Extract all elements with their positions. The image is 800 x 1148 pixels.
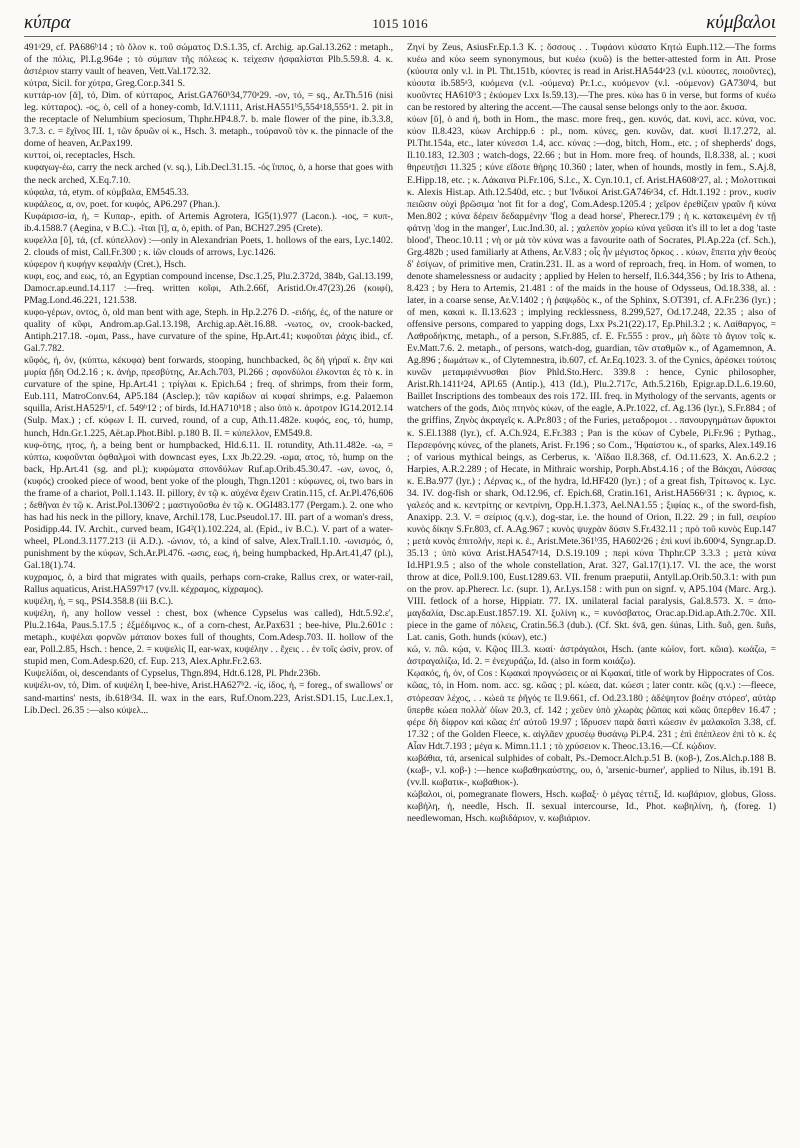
dictionary-entry: κώβαλοι, οἱ, pomegranate flowers, Hsch. κωβαξ· ὁ μέγας τέττιξ, Id. κωβάριον, globus, Gloss. κωβήλη, ἡ, needle, Hsch. II. sexual intercourse, Id., Phot. κωβηλίνη, ἡ, (foreg. 1) needlewoman, Hsch. κωβιδάριον, v. κωβιάριον.: [407, 788, 776, 824]
dictionary-entry: κυττοί, οἱ, receptacles, Hsch.: [24, 150, 136, 162]
dictionary-entry: κυττάρ-ιον [ᾰ], τό, Dim. of κύτταρος, Arist.GA760ᵇ34,770ᵃ29. -ον, τό, = sq., Ar.Th.516 (nisi leg. κύτταρος). -ος, ὁ, cell of a honey-comb, Id.V.1111, Arist.HA551ᵇ5,554ᵃ18,555ᵃ1. 2. pit in the receptacle of Nelumbium speciosum, Thphr.HP4.8.7. b. male flower of the pine, ib.3.3.8, 3.7.3. c. = ἔχῖνος III. 1, τῶν δρυῶν οἱ κ., Hsch. 3. metaph., τούρανοῦ τὸν κ. the pinnacle of the dome of heaven, Ar.Pax199.: [24, 90, 393, 150]
dictionary-entry: κυφι, εος, and εως, τό, an Egyptian compound incense, Dsc.1.25, Plu.2.372d, 384b, Gal.13.199, Damocr.ap.eund.14.117 :—freq. written κοῖφι, Ath.2.66f, Aristid.Or.47(23).26 (κοιφί), PMag.Lond.46.221, 121.538.: [24, 270, 393, 306]
dictionary-entry: κυχραμος, ὁ, a bird that migrates with quails, perhaps corn-crake, Rallus crex, or water-rail, Rallus aquaticus, Arist.HA597ᵇ17 (vv.ll. κέχραμος, κίχραμος).: [24, 572, 393, 596]
right-column: [407, 42, 776, 825]
dictionary-entry: κύφαλα, τά, etym. of κύμβαλα, EM545.33.: [24, 186, 189, 198]
dictionary-entry: κύτρα, Sicil. for χύτρα, Greg.Cor.p.341 S.: [24, 78, 186, 90]
dictionary-entry: κύφερον ἡ κυφήγν κεφαλήν (Cret.), Hsch.: [24, 258, 186, 270]
dictionary-entry: κυφάλεος, α, ον, poet. for κυφός, AP6.297 (Phan.).: [24, 198, 221, 210]
page-numbers: 1015 1016: [372, 16, 428, 31]
dictionary-entry: Ζηνί by Zeus, AsiusFr.Ep.1.3 K. ; ὅσσους . . Τυφάονι κύσατο Κητώ Euph.112.—The forms κυέω and κύω seem synonymous, but κυέω (κυῶ) is the better-attested form in Att. Prose (κύουτα only v.l. in Pl. Tht.151b, κύοντες is read in Arist.HA544ᵃ23 (v.l. κύουτες, ποιοῦντες), κύουτα ib.585ᵃ3, κυόμενα (v.l. -ούμενα) Pr.1.c., κυόμενον (v.l. -ούμενον) GA730ᵇ4, but κυοῦντες HA610ᵇ3 ; ἐκύομεν Lxx Is.59.13).—The pres. κύω has ῡ in verse, but forms of κυέω can be restored by altering the accent.—The causal sense belongs only to the aor. ἔκυσα.: [407, 42, 776, 114]
running-head-left: κύπρα: [24, 12, 71, 33]
dictionary-entry: Κῳακός, ή, όν, of Cos : Κῳακαὶ προγνώσεις or αἱ Κῳακαί, title of work by Hippocrates of Cos.: [407, 668, 775, 680]
dictionary-entry: Κυφάρισσ-ία, ἡ, = Κυπαρ-, epith. of Artemis Agrotera, IG5(1).977 (Lacon.). -ιος, = κυπ-, ib.4.1588.7 (Aegina, v B.C.). -ῖται [ῑ], α, ὁ, epith. of Pan, BCH27.295 (Crete).: [24, 210, 393, 234]
dictionary-entry: 491ᵃ29, cf. PA686ᵇ14 ; τὸ ὅλον κ. τοῦ σώματος D.S.1.35, cf. Archig. ap.Gal.13.262 : metaph., of the πόλις, Pl.Lg.964e ; τὸ σύμπαν τῆς πόλεως κ. τείχεσιν ἠσφαλίσται Plb.5.59.8. 4. κ. ἀστέριον starry vault of heaven, Vett.Val.172.32.: [24, 42, 393, 78]
dictionary-entry: κωβάθια, τά, arsenical sulphides of cobalt, Ps.-Democr.Alch.p.51 B. (κοβ-), Zos.Alch.p.188 B. (κωβ-, v.l. κοβ-) :—hence κωβαθηκαύστης, ου, ὁ, 'arsenic-burner', applied to Nilus, ib.191 B. (vv.ll. κωβατικ-, κωβαθιοκ-).: [407, 752, 776, 788]
dictionary-entry: κύων [ῠ], ὁ and ἡ, both in Hom., the masc. more freq., gen. κυνός, dat. κυνί, acc. κύνα, voc. κύον Il.8.423, κύων Archipp.6 : pl., nom. κύνες, gen. κυνῶν, dat. κυσί Il.17.272, al. Pl.Tht.154a, etc., later κύνεσσι 1.4, acc. κύνας :—dog, bitch, Hom., etc. ; of shepherds' dogs, Il.10.183, 12.303 ; watch-dogs, 22.66 ; but in Hom. more freq. of hounds, Il.8.338, al. ; κυσὶ θηρευτῇσι 11.325 ; κύνε εἴδοτε θήρης 10.360 ; later, when of hounds, mostly in fem., S.Aj.8, E.Hipp.18, etc. ; κ. Λάκαινα Pi.Fr.106, S.l.c., X. Cyn.10.1, cf. Arist.HA608ᵃ27, al. ; Μολοττικαὶ κ. Alexis Hist.ap. Ath.12.540d, etc. ; but Ἰνδικοί Arist.GA746ᵃ34, cf. Hdt.1.192 : prov., κυσὶν πειῶσιν οὐχὶ βρῶσιμα 'not fit for a dog', Com.Adesp.1205.4 ; χεῖρον ἐρεθίζειν γραῦν ἢ κύνα Men.802 ; κύνα δέρειν δεδαρμένην 'flog a dead horse', Pherecr.179 ; ἡ κ. κατακειμένη ἐν τῇ φάτνῃ 'dog in the manger', Luc.Ind.30, al. ; χαλεπὸν χορίω κύνα γεῦσαι it's ill to let a dog 'taste blood', Theoc.10.11 ; νὴ or μὰ τὸν κύνα was a favourite oath of Socrates, Pl.Ap.22a (cf. Sch.), Grg.482b ; used familiarly at Athens, Ar.V.83 ; οἷς ἦν μέγιστος ὅρκος . . κύων, ἔπειτα χὴν θεοὺς δ' ἐσίγων, of primitive men, Cratin.231. II. as a word of reproach, freq. in Hom. of women, to denote shamelessness or audacity ; applied by Helen to herself, Il.6.344,356 ; by Iris to Athena, 8.423 ; by Hera to Artemis, 21.481 : of the maids in the house of Odysseus, Od.18.338, al. : later, in a coarse sense, Ar.V.1402 ; ἡ ῥαψῳδὸς κ., of the Sphinx, S.OT391, cf. A.Fr.236 (lyr.) ; of men, κακαὶ κ. Il.13.623 ; implying recklessness, 8.299,527, Od.17.248, 22.35 ; also of offensive persons, compared to yapping dogs, Lxx Ps.21(22).17, Ep.Phil.3.2 ; κ. Λαίθαργος, = Λαθροδήκτης, metaph., of a person, S.Fr.885, cf. E. Fr.555 : prov., μὴ δῶτε τὸ ἅγιον τοῖς κ. Ev.Matt.7.6. 2. metaph., of persons, watch-dog, guardian, τῶν σταθμῶν κ., of Agamemnon, A. Ag.896 ; δωμάτων κ., of Clytemnestra, ib.607, cf. Ar.Eq.1023. 3. of the Cynics, ἀρέσκει τούτοις κυνῶν μεταμφιέννυσθαι βίον Phld.Sto.Herc. 339.8 : hence, Cynic philosopher, Arist.Rh.1411ᵃ24, APl.65 (Antip.), 413 (Id.), Plu.2.717c, Ath.5.216b, Epigr.ap.D.L.6.19.60, Baillet Inscriptions des tombeaux des rois 172. III. freq. in Mythology of the servants, agents or watchers of the gods, Διὸς πτηνὸς κύων, of the eagle, A.Pr.1022, cf. Ag.136 (lyr.), S.Fr.884 ; of the griffins, Ζηνὸς ἀκραγεῖς κ. A.Pr.803 ; of the Furies, μεταδρομοι . . πανουργημάτων ἄφυκτοι κ. S.El.1388 (lyr.), cf. A.Ch.924, E.Fr.383 ; Pan is the κύων of Cybele, Pi.Fr.96 ; Pythag., Περσεφόνης κύνες, of the planets, Arist. Fr.196 ; so Com., 'Ηφαίστου κ., of sparks, Alex.149.16 ; of various mythical beings, as Cerberus, κ. 'Αΐδαο Il.8.368, cf. Od.11.623, X. An.6.2.2 ; Harpies, A.R.2.289 ; of Hecate, in Mithraic worship, Porph.Abst.4.16 ; of the Βάκχαι, Λύσσας κ. E.Ba.977 (lyr.) ; Λέρνας κ., of the hydra, Id.HF420 (lyr.) ; of a great fish, Τρίτωνος κ. Lyc. 34. IV. dog-fish or shark, Od.12.96, cf. Epich.68, Cratin.161, Arist.HA566ᵃ31 ; κ. ἄγριος, κ. γαλεός and κ. κεντρίτης or κεντρίνη, Opp.H.1.373, Ael.NA1.55 ; ξιφίας κ., of the sword-fish, Anaxipp. 2.3. V. = σείριος (q.v.), dog-star, i.e. the hound of Orion, Il.22. 29 ; in full, σειρίου κυνὸς δίκην S.Fr.803, cf. A.Ag.967 ; κυνὸς ψυχρὰν δύσιν S.Fr.432.11 ; πρὸ τοῦ κυνὸς Eup.147 ; μετὰ κυνὸς ἐπιτολήν, περὶ κ. ἐ., Arist.Mete.361ᵇ35, HA602ᵃ26 ; ἐπὶ κυνί ib.600ᵃ4, Syngr.ap.D. 35.13 ; ὑπὸ κύνα Arist.HA547ᵃ14, D.S.19.109 ; περὶ κύνα Thphr.CP 3.3.3 ; μετὰ κύνα Id.HP1.9.5 ; also of the whole constellation, Arat. 327, Gal.17(1).17. VI. the ace, the worst throw at dice, Poll.9.100, Eust.1289.63. VII. frenum praeputii, Antyll.ap.Orib.50.3.1: with pun on the prov. ap.Pherecr. l.c. (supr. 1), Ar.Lys.158 : with pun on signf. v, AP5.104 (Marc. Arg.). VIII. fetlock of a horse, Hippiatr. 77. IX. unilateral facial paralysis, Gal.8.573. X. = ἀπο-μαγδαλία, Dsc.ap.Eust.1857.19. XI. ξυλίνη κ., = κυνόσβατος, Orac.ap.Did.ap.Ath.2.70c. XII. piece in the game of πόλεις, Cratin.56.3 (dub.). (Cf. Skt. śvā, gen. śúnas, Lith. šuõ, gen. šuñs, Lat. canis, Goth. hunds (κύων), etc.): [407, 114, 776, 644]
left-column: [24, 42, 393, 825]
dictionary-entry: κυψέλη, ἡ, = sq., PSI4.358.8 (iii B.C.).: [24, 596, 174, 608]
dictionary-entry: κυφο-γέρων, οντος, ὁ, old man bent with age, Steph. in Hp.2.276 D. -ειδής, ές, of the nature or quality of κῦφι, Androm.ap.Gal.13.198, Archig.ap.Aët.16.88. -νωτος, ον, crook-backed, Antiph.217.18. -ομαι, Pass., have curvature of the spine, Hp.Art.41; κυφοῦται ῥάχις ibid., cf. Gal.7.782.: [24, 307, 393, 355]
dictionary-entry: κῦφός, ή, όν, (κύπτω, κέκυφα) bent forwards, stooping, hunchbacked, ὃς δὴ γήραϊ κ. ἔην καὶ μυρία ᾔδη Od.2.16 ; κ. ἀνήρ, πρεσβύτης, Ar.Ach.703, Pl.266 ; σφονδύλοι ἐλκονται ἐς τὸ κ. in curvature of the spine, Hp.Art.41 ; τρίγλαι κ. Epich.64 ; freq. of shrimps, from their form, Eub.111, MatroConv.64, AP5.184 (Asclep.); τῶν καρίδων αἱ κυφαί shrimps, e.g. Palaemon squilla, Arist.HA525ᵇ1, cf. 549ᵇ12 ; of birds, Id.HA710ᵇ18 ; also ὑπὸ κ. ἀροτρον IG14.2012.14 (Sulp. Max.) ; cf. κύφων I. II. curved, round, of a cup, Ath.11.482e. κυφός, εος, τό, hump, hunch, Hdn.Gr.1.225, Aët.ap.Phot.Bibl. p.180 B. II. = κύπελλον, EM549.8.: [24, 355, 393, 439]
dictionary-entry: κυψέλι-ον, τό, Dim. of κυψέλη I, bee-hive, Arist.HA627ᵇ2. -ίς, ίδος, ἡ, = foreg., of swallows' or sand-martins' nests, ib.618ᵃ34. II. wax in the ears, Ruf.Onom.223, Arist.SD1.15, Luc.Lex.1, Lib.Decl. 26.35 :—also κύψελ...: [24, 680, 393, 716]
running-head-right: κύμβαλοι: [706, 12, 776, 33]
running-head: [24, 12, 776, 37]
dictionary-entry: κυφελλα [ῠ], τά, (cf. κύπελλον) :—only in Alexandrian Poets, 1. hollows of the ears, Lyc.1402. 2. clouds of mist, Call.Fr.300 ; κ. ἰῶν clouds of arrows, Lyc.1426.: [24, 234, 393, 258]
dictionary-entry: κῶας, τό, in Hom. nom. acc. sg. κῶας ; pl. κώεα, dat. κώεσι ; later contr. κῶς (q.v.) :—fleece, στόρεσαν λέχος, . . κώεά τε ῥῆγός τε Il.9.661, cf. Od.23.180 ; ἀδέψητον βοέην στόρεσ', αὐτὰρ ὕπερθε κώεα πολλὰ' ὀΐων 20.3, cf. 142 ; χεῦεν ὑπὸ χλωρὰς ῥῶπας καὶ κῶας ὕπερθεν 16.47 ; φέρε δὴ δίφρον καὶ κῶας ἐπ' αὐτοῦ 19.97 ; ἵδρυσεν παρὰ δαιτὶ κώεσιν ἐν μαλακοῖσι 3.38, cf. 17.32 ; of the Golden Fleece, κ. αἰγλᾶεν χρυσέῳ θυσάνῳ Pi.P.4. 231 ; ἐπὶ ἐπέπλεον ἐπὶ τὸ κ. ἐς Αἶαν Hdt.7.193 ; μέγα κ. Mimn.11.1 ; τὸ χρύσειον κ. Theoc.13.16.—Cf. κῴδιον.: [407, 680, 776, 752]
dictionary-entry: κυφ-ότης, ητος, ἡ, a being bent or humpbacked, Hld.6.11. II. rotundity, Ath.11.482e. -ω, = κύπτω, κυφοῦνται ὀφθαλμοὶ with downcast eyes, Lxx Jb.22.29. -ωμα, ατος, τό, hump on the back, Hp.Art.41 (sg. and pl.); κυφώματα σπονδύλων Ruf.ap.Orib.45.30.47. -ων, ωνος, ὁ, (κυφός) crooked piece of wood, bent yoke of the plough, Thgn.1201 : κύφωνες, οἱ, two bars in the frame of a chariot, Poll.1.143. II. pillory, ἐν τῷ κ. αὐχένα ἔχειν Cratin.115, cf. Ar.Pl.476,606 ; δεθῆναι ἐν τῷ κ. Arist.Pol.1306ᵇ2 ; μαστιγοῦσθω ἐν τῷ κ. OGI483.177 (Pergam.). 2. one who has had his neck in the pillory, knave, Archil.178, Luc.Pseudol.17. III. part of a woman's dress, Posidipp.44. IV. Archit., curved beam, IG4²(1).102.224, al. (Epid., iv B.C.). V. part of a water-wheel, PLond.3.1177.213 (ii A.D.). -ώνιον, τό, a kind of salve, Alex.Trall.1.10. -ωνισμός, ὁ, punishment by the κύφων, Sch.Ar.Pl.476. -ωσις, εως, ἡ, being humpbacked, Hp.Art.41,47 (pl.), Gal.18(1).74.: [24, 439, 393, 572]
dictionary-entry: κώ, v. πῶ. κῴα, v. Κῷος III.3. κωαί· ἀστράγαλοι, Hsch. (ante κώϊον, fort. κῶια). κωάζω, = ἀστραγαλίζω, Id. 2. = ἐνεχυράζω, Id. (also in form κοιάζω).: [407, 644, 776, 668]
dictionary-entry: Κυψελίδαι, οἱ, descendants of Cypselus, Thgn.894, Hdt.6.128, Pl. Phdr.236b.: [24, 668, 321, 680]
dictionary-entry: κυψέλη, ἡ, any hollow vessel : chest, box (whence Cypselus was called), Hdt.5.92.ε', Plu.2.164a, Paus.5.17.5 ; ἐξμέδιμνος κ., of a corn-chest, Ar.Pax631 ; bee-hive, Plu.2.601c : metaph., κυψέλαι φορνῶν μάταιον boxes full of thoughts, Com.Adesp.703. II. hollow of the ear, Poll.2.85, Hsch. : hence, 2. = κυψελὶς II, ear-wax, κυψέλην . . ἔχεις . . ἐν τοῖς ὠσίν, prov. of stupid men, Com.Adesp.620, cf. Eup. 213, Alex.Aphr.Fr.2.63.: [24, 608, 393, 668]
text-columns: [24, 42, 776, 825]
dictionary-entry: κυφαγωγ-έω, carry the neck arched (v. sq.), Lib.Decl.31.15. -ός ἵππος, ὁ, a horse that goes with the neck arched, X.Eq.7.10.: [24, 162, 393, 186]
